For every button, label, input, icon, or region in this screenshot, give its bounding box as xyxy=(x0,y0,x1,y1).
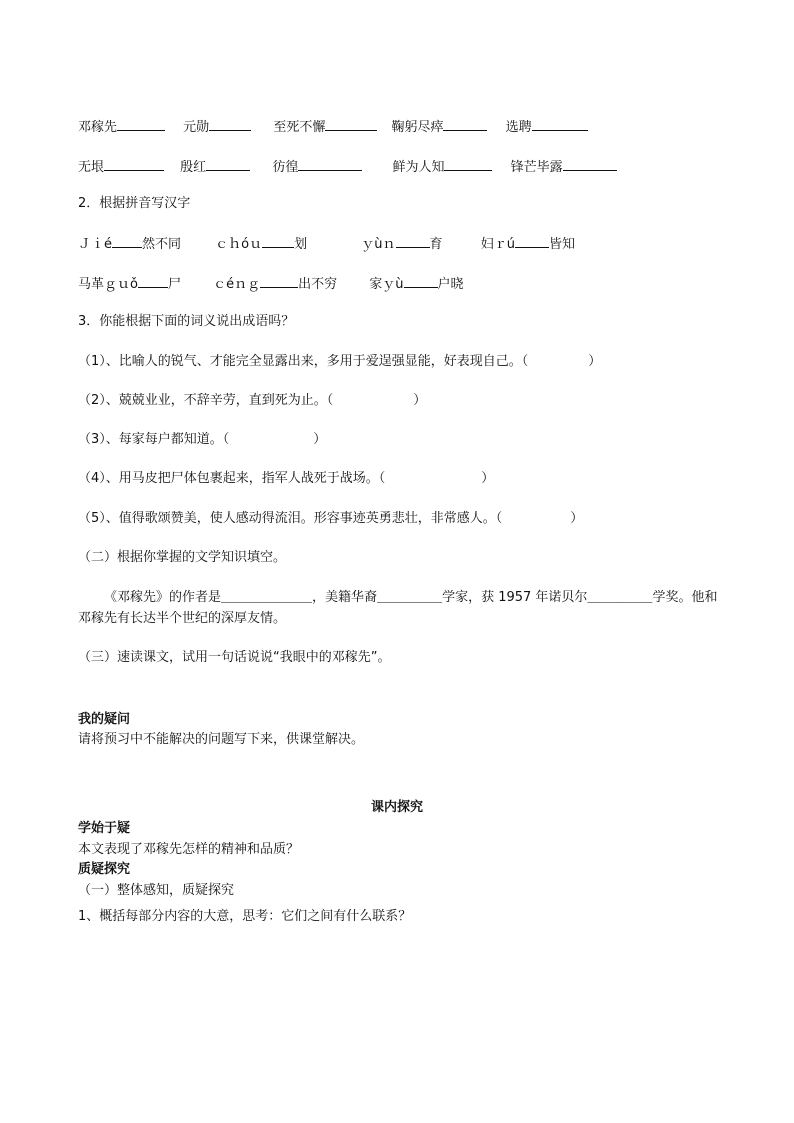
pinyin-suffix: 出不穷 xyxy=(298,277,338,292)
answer-blank[interactable] xyxy=(209,118,251,131)
close-paren: ） xyxy=(413,393,427,408)
vocab-term: 选聘 xyxy=(505,120,532,135)
vocab-term: 锋芒毕露 xyxy=(510,160,563,175)
fill-paragraph-line-1 xyxy=(104,590,717,606)
pinyin-suffix: 户晓 xyxy=(437,277,464,292)
pinyin-prompt: 家ｙù xyxy=(369,277,404,292)
answer-blank[interactable] xyxy=(515,235,549,248)
vocab-row-1 xyxy=(78,118,588,136)
vocab-term: 彷徨 xyxy=(272,160,299,175)
idiom-definition: （1）、比喻人的锐气、才能完全显露出来，多用于爱逞强显能，好表现自己。（ xyxy=(78,354,529,369)
section-2-title: （二）根据你掌握的文学知识填空。 xyxy=(78,550,287,565)
idiom-definition: （4）、用马皮把尸体包裹起来，指军人战死于战场。（ xyxy=(78,471,386,486)
paragraph-text: ，美籍华裔 xyxy=(312,590,378,605)
answer-blank[interactable] xyxy=(104,158,164,171)
answer-blank[interactable]: ＿＿＿＿＿＿＿ xyxy=(221,590,313,605)
pinyin-prompt: ｃéｎｇ xyxy=(213,277,261,292)
inclass-heading: 课内探究 xyxy=(370,800,423,815)
pinyin-prompt: 妇ｒú xyxy=(480,237,515,252)
answer-blank[interactable] xyxy=(206,158,250,171)
pinyin-prompt: ｃｈóｕ xyxy=(215,237,263,252)
answer-blank[interactable]: ＿＿＿＿＿ xyxy=(377,590,443,605)
close-paren: ） xyxy=(588,354,602,369)
close-paren: ） xyxy=(570,511,584,526)
vocab-term: 鲜为人知 xyxy=(392,160,445,175)
answer-blank[interactable] xyxy=(112,235,142,248)
idiom-item xyxy=(78,354,601,370)
pinyin-prompt: Ｊｉé xyxy=(78,237,112,252)
answer-blank[interactable] xyxy=(443,118,487,131)
idiom-item xyxy=(78,511,583,527)
idiom-item xyxy=(78,432,326,448)
answer-blank[interactable] xyxy=(563,158,617,171)
subheading-learn-from-doubt: 学始于疑 xyxy=(78,821,131,836)
pinyin-suffix: 尸 xyxy=(167,277,181,292)
answer-blank[interactable]: ＿＿＿＿＿ xyxy=(587,590,653,605)
answer-blank[interactable] xyxy=(117,118,165,131)
answer-blank[interactable] xyxy=(260,275,298,288)
section-3-title: （三）速读课文，试用一句话说说“我眼中的邓稼先”。 xyxy=(78,650,391,665)
vocab-term: 鞠躬尽瘁 xyxy=(391,120,444,135)
pinyin-suffix: 划 xyxy=(294,237,308,252)
vocab-row-2 xyxy=(78,158,617,176)
vocab-term: 无垠 xyxy=(78,160,105,175)
vocab-term: 至死不懈 xyxy=(273,120,326,135)
idiom-definition: （2）、兢兢业业，不辞辛劳，直到死为止。（ xyxy=(78,393,334,408)
inclass-question: 本文表现了邓稼先怎样的精神和品质？ xyxy=(78,842,300,857)
q3-title: 3．你能根据下面的词义说出成语吗？ xyxy=(78,314,295,329)
paragraph-text: 学家，获 1957 年诺贝尔 xyxy=(442,590,588,605)
idiom-item xyxy=(78,471,494,487)
doubt-heading: 我的疑问 xyxy=(78,712,131,727)
answer-blank[interactable] xyxy=(138,275,168,288)
close-paren: ） xyxy=(481,471,495,486)
pinyin-prompt: 马革ｇｕǒ xyxy=(78,277,138,292)
answer-blank[interactable] xyxy=(404,275,438,288)
inclass-item-1: 1、概括每部分内容的大意，思考：它们之间有什么联系？ xyxy=(78,909,412,924)
pinyin-suffix: 皆知 xyxy=(548,237,575,252)
pinyin-suffix: 然不同 xyxy=(142,237,182,252)
paragraph-text: 《邓稼先》的作者是 xyxy=(104,590,222,605)
doubt-instruction: 请将预习中不能解决的问题写下来，供课堂解决。 xyxy=(78,732,365,747)
vocab-term: 殷红 xyxy=(180,160,207,175)
answer-blank[interactable] xyxy=(396,235,430,248)
idiom-item xyxy=(78,393,426,409)
answer-blank[interactable] xyxy=(262,235,294,248)
answer-blank[interactable] xyxy=(444,158,492,171)
idiom-definition: （5）、值得歌颂赞美，使人感动得流泪。形容事迹英勇悲壮，非常感人。（ xyxy=(78,511,503,526)
close-paren: ） xyxy=(313,432,327,447)
idiom-definition: （3）、每家每户都知道。（ xyxy=(78,432,230,447)
subheading-question-explore: 质疑探究 xyxy=(78,862,131,877)
answer-blank[interactable] xyxy=(325,118,377,131)
pinyin-row-1 xyxy=(78,235,575,253)
answer-blank[interactable] xyxy=(532,118,588,131)
paragraph-text: 学奖。他和 xyxy=(652,590,718,605)
vocab-term: 邓稼先 xyxy=(78,120,118,135)
fill-paragraph-line-2: 邓稼先有长达半个世纪的深厚友情。 xyxy=(78,611,287,626)
part-1-title: （一）整体感知，质疑探究 xyxy=(78,883,235,898)
answer-blank[interactable] xyxy=(298,158,362,171)
pinyin-suffix: 育 xyxy=(429,237,443,252)
q2-title: 2．根据拼音写汉字 xyxy=(78,196,191,211)
vocab-term: 元勋 xyxy=(183,120,210,135)
pinyin-row-2 xyxy=(78,275,464,293)
pinyin-prompt: ｙùｎ xyxy=(361,237,396,252)
